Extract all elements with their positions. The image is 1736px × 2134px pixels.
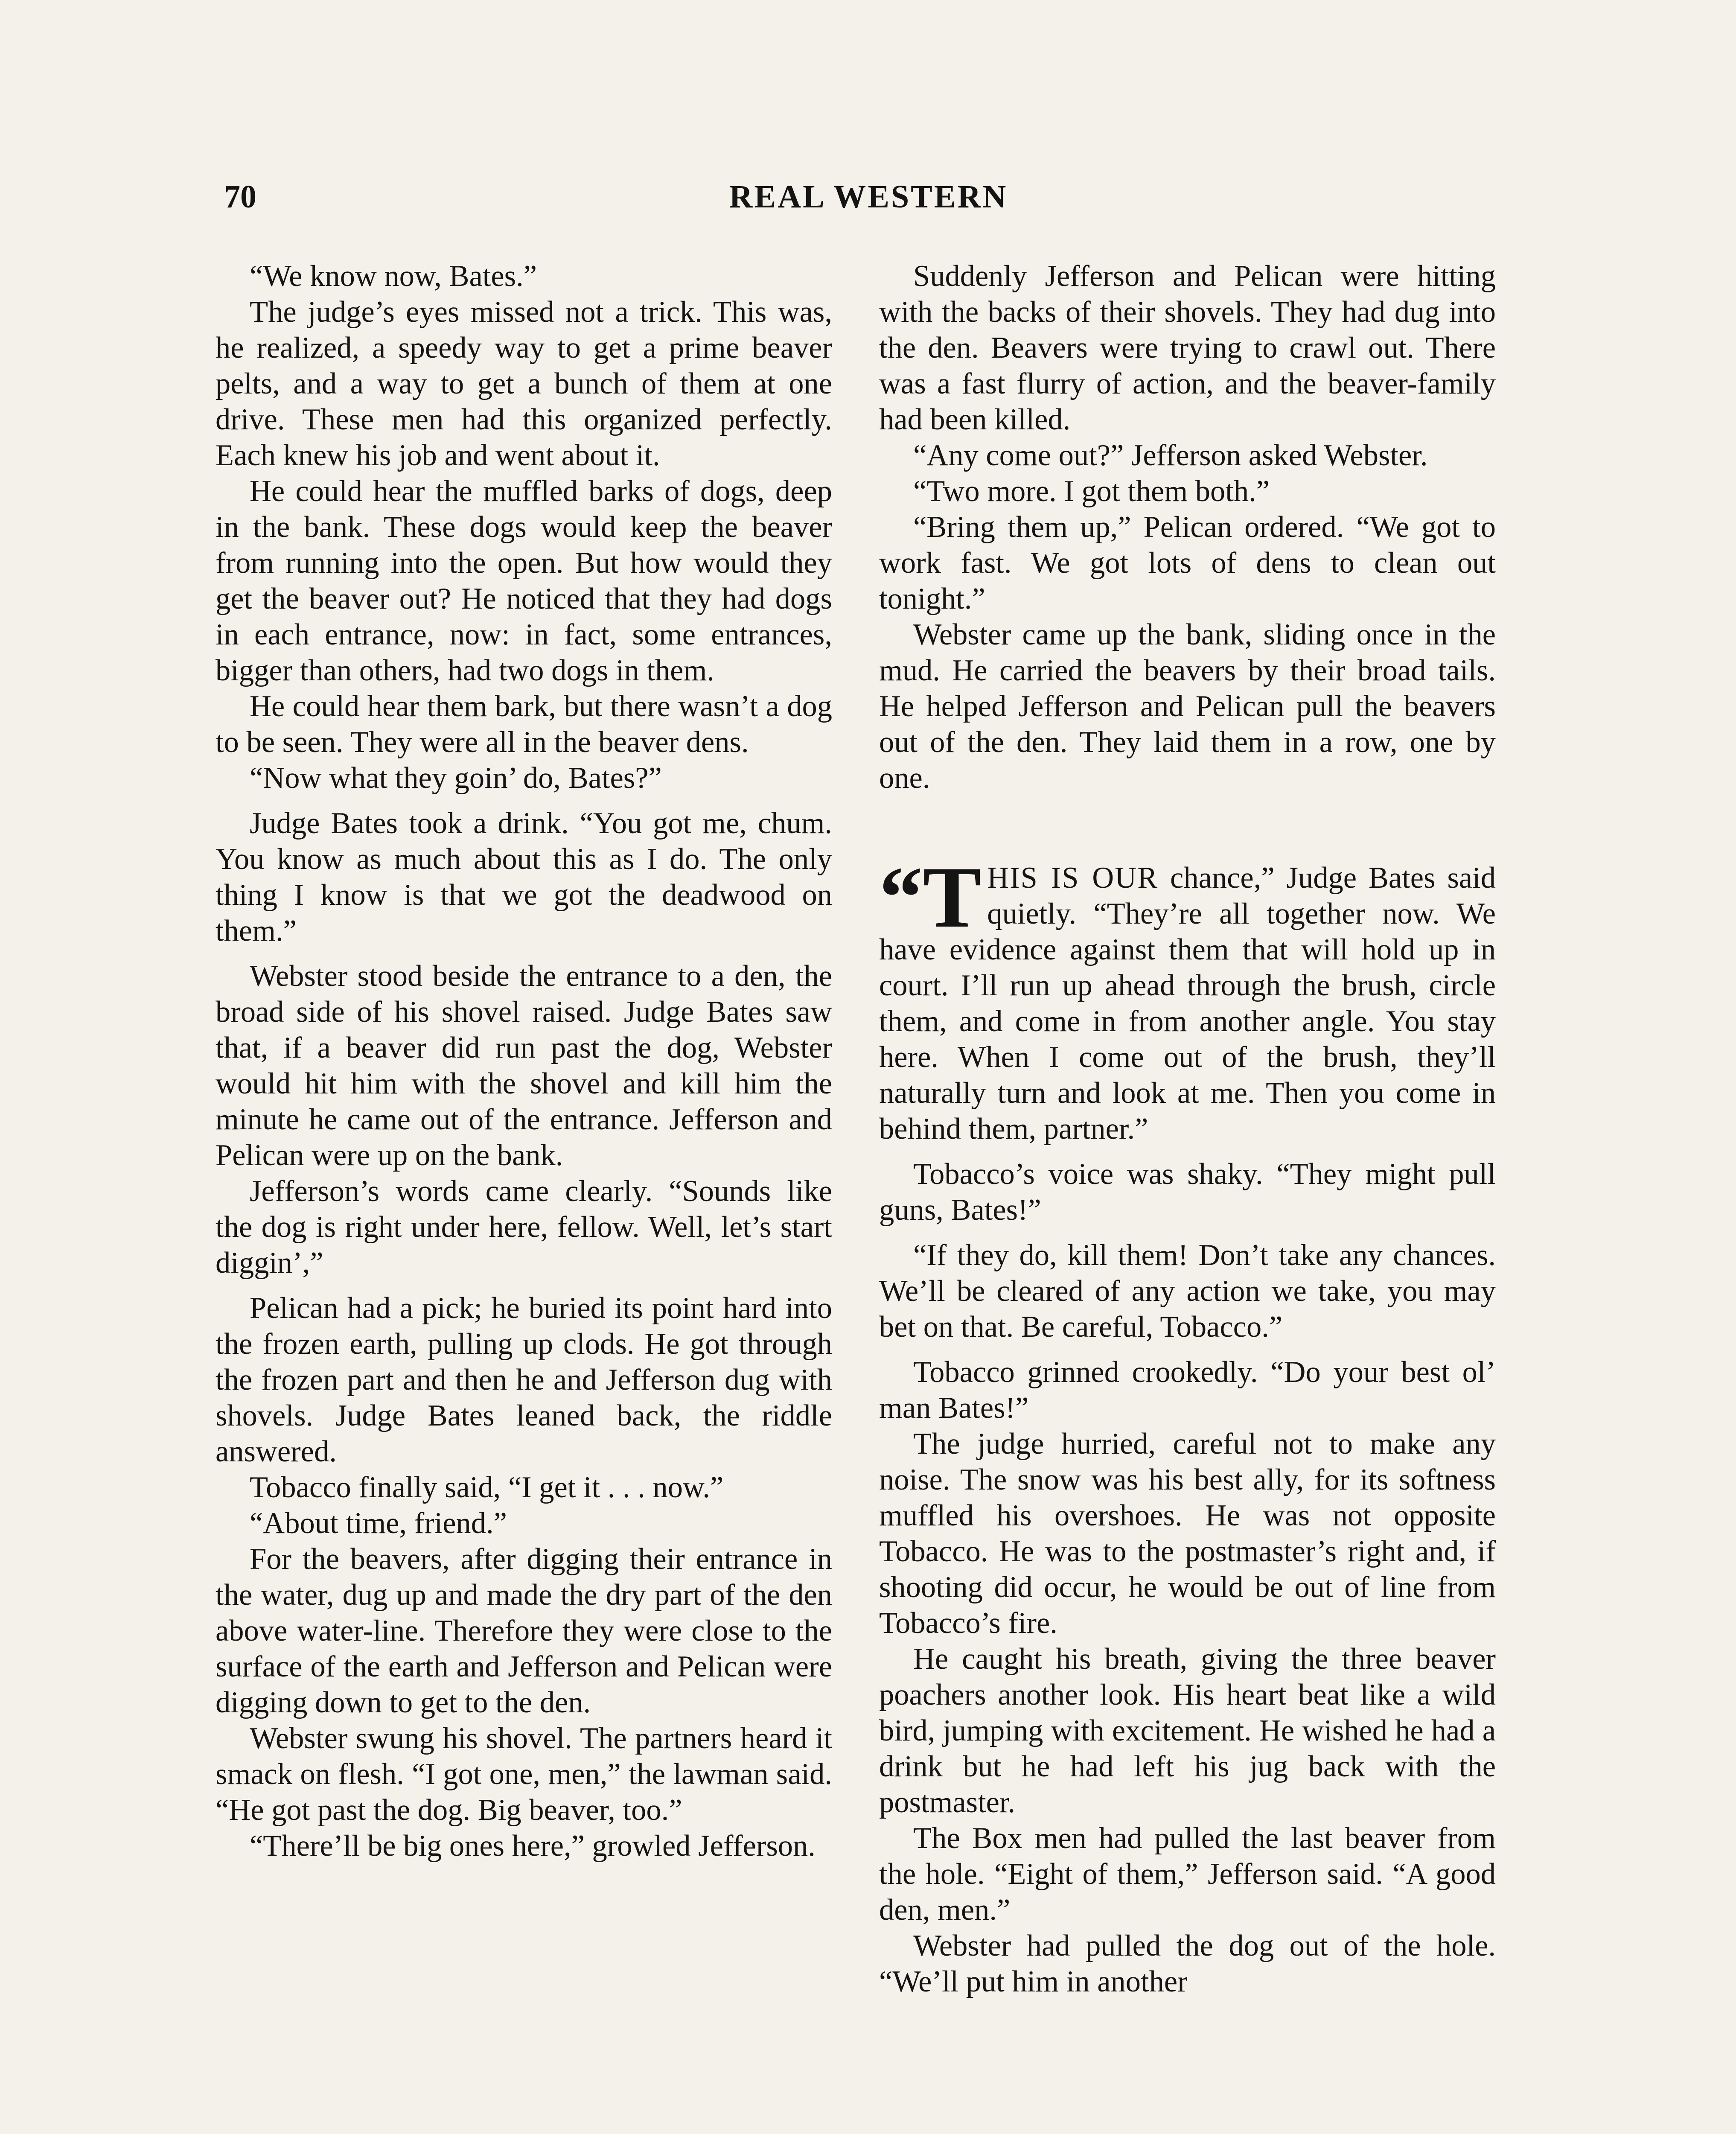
left-column xyxy=(216,258,832,1864)
paragraph: Tobacco grinned crookedly. “Do your best ol’ man Bates!” xyxy=(879,1356,1496,1425)
paragraph: He could hear the muffled barks of dogs, deep in the bank. These dogs would keep the beaver from running into the open. But how would they get the beaver out? He noticed that they had dogs in each entrance, now: in fact, some entrances, bigger than others, had two dogs in them. xyxy=(216,475,832,687)
opening-text: chance,” Judge Bates said quietly. “They’re all together now. We have evidence against them that will hold up in court. I’ll run up ahead through the brush, circle them, and come in from another angle. You stay here. When I come out of the brush, they’ll naturally turn and look at me. Then you come in behind them, partner.” xyxy=(879,861,1496,1146)
running-header xyxy=(216,178,1521,230)
paragraph: The Box men had pulled the last beaver from the hole. “Eight of them,” Jefferson said. “A good den, men.” xyxy=(879,1822,1496,1927)
paragraph: Pelican had a pick; he buried its point hard into the frozen earth, pulling up clods. He got through the frozen part and then he and Jefferson dug with shovels. Judge Bates leaned back, the riddle answered. xyxy=(216,1291,832,1468)
paragraph: Webster had pulled the dog out of the hole. “We’ll put him in another xyxy=(879,1929,1496,1998)
paragraph: Suddenly Jefferson and Pelican were hitting with the backs of their shovels. They had dug into the den. Beavers were trying to crawl out. There was a fast flurry of action, and the beaver-family had been killed. xyxy=(879,259,1496,436)
paragraph: “About time, friend.” xyxy=(250,1507,507,1540)
section-opening-paragraph xyxy=(879,849,1496,1147)
paragraph: Tobacco’s voice was shaky. “They might pull guns, Bates!” xyxy=(879,1157,1496,1227)
paragraph: Webster stood beside the entrance to a den, the broad side of his shovel raised. Judge Bates saw that, if a beaver did run past the dog, Webster would hit him with the shovel and kill him the minute he came out of the entrance. Jefferson and Pelican were up on the bank. xyxy=(216,959,832,1172)
paragraph: “Bring them up,” Pelican ordered. “We got to work fast. We got lots of dens to clean out tonight.” xyxy=(879,510,1496,615)
paragraph: For the beavers, after digging their entrance in the water, dug up and made the dry part of the den above water-line. Therefore they were close to the surface of the earth and Jefferson and Pelican were digging down to get to the den. xyxy=(216,1542,832,1719)
paragraph: The judge’s eyes missed not a trick. This was, he realized, a speedy way to get a prime beaver pelts, and a way to get a bunch of them at one drive. These men had this organized perfectly. Each knew his job and went about it. xyxy=(216,295,832,472)
paragraph: He could hear them bark, but there wasn’t a dog to be seen. They were all in the beaver dens. xyxy=(216,690,832,759)
page-number: 70 xyxy=(224,179,256,215)
paragraph: “Any come out?” Jefferson asked Webster. xyxy=(913,439,1428,472)
drop-cap xyxy=(879,849,982,946)
paragraph: “Now what they goin’ do, Bates?” xyxy=(250,761,662,795)
paragraph: “If they do, kill them! Don’t take any chances. We’ll be cleared of any action we take, you may bet on that. Be careful, Tobacco.” xyxy=(879,1239,1496,1344)
open-quote: “ xyxy=(879,849,923,946)
paragraph: He caught his breath, giving the three beaver poachers another look. His heart beat like a wild bird, jumping with excitement. He wished he had a drink but he had left his jug back with the postmaster. xyxy=(879,1642,1496,1819)
paragraph: “Two more. I got them both.” xyxy=(913,475,1270,508)
paragraph: “We know now, Bates.” xyxy=(250,259,537,293)
paragraph: Webster came up the bank, sliding once in the mud. He carried the beavers by their broad tails. He helped Jefferson and Pelican pull the beavers out of the den. They laid them in a row, one by one. xyxy=(879,618,1496,795)
magazine-title: REAL WESTERN xyxy=(729,179,1008,215)
paragraph: Judge Bates took a drink. “You got me, chum. You know as much about this as I do. The only thing I know is that we got the deadwood on them.” xyxy=(216,807,832,947)
opening-caps: HIS IS OUR xyxy=(987,861,1159,895)
paragraph: Tobacco finally said, “I get it . . . now.” xyxy=(250,1471,724,1504)
paragraph: “There’ll be big ones here,” growled Jefferson. xyxy=(250,1829,816,1863)
paragraph: The judge hurried, careful not to make any noise. The snow was his best ally, for its softness muffled his overshoes. He was not opposite Tobacco. He was to the postmaster’s right and, if shooting did occur, he would be out of line from Tobacco’s fire. xyxy=(879,1427,1496,1640)
drop-cap-letter: T xyxy=(923,849,982,946)
paragraph: Webster swung his shovel. The partners heard it smack on flesh. “I got one, men,” the lawman said. “He got past the dog. Big beaver, too.” xyxy=(216,1722,832,1827)
paragraph: Jefferson’s words came clearly. “Sounds like the dog is right under here, fellow. Well, let’s start diggin’,” xyxy=(216,1175,832,1280)
right-column xyxy=(879,258,1496,2000)
